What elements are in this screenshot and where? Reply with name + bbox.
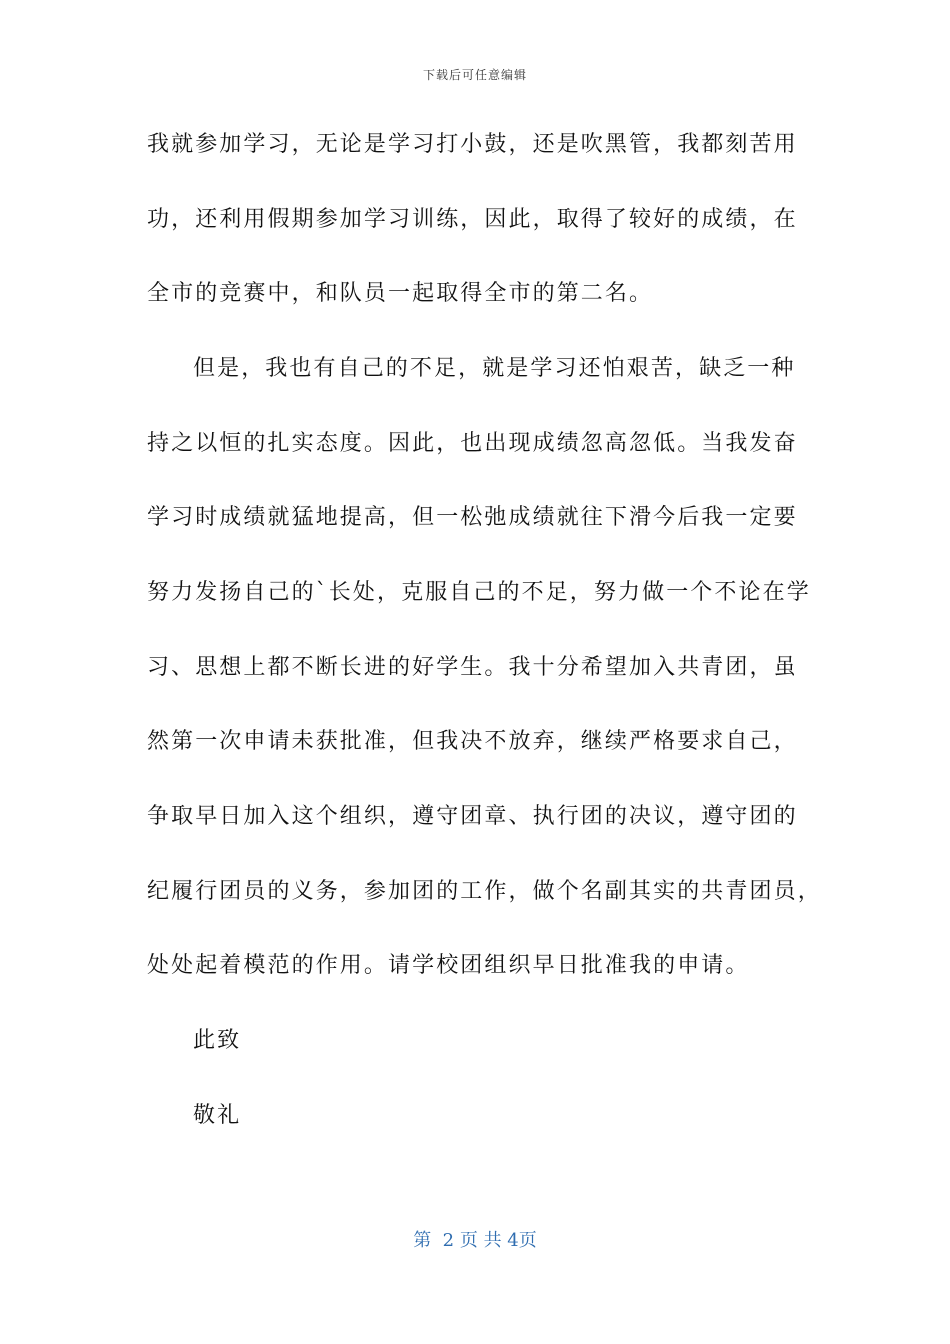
paragraph-line: 纪履行团员的义务，参加团的工作，做个名副其实的共青团员， [147, 879, 822, 904]
page-header: 下载后可任意编辑 [422, 68, 527, 82]
paragraph-line: 学习时成绩就猛地提高，但一松弛成绩就往下滑今后我一定要 [147, 505, 798, 530]
paragraph-line: 努力发扬自己的`长处，克服自己的不足，努力做一个不论在学 [147, 580, 811, 605]
paragraph-line: 争取早日加入这个组织，遵守团章、执行团的决议，遵守团的 [147, 804, 798, 829]
paragraph-line: 然第一次申请未获批准，但我决不放弃，继续严格要求自己， [147, 729, 798, 754]
paragraph-line: 功，还利用假期参加学习训练，因此，取得了较好的成绩，在 [147, 207, 798, 232]
paragraph-line: 持之以恒的扎实态度。因此，也出现成绩忽高忽低。当我发奋 [147, 431, 798, 456]
paragraph-line: 习、思想上都不断长进的好学生。我十分希望加入共青团，虽 [147, 655, 798, 680]
page-number-footer: 第 2 页 共 4页 [413, 1230, 537, 1251]
paragraph-line: 我就参加学习，无论是学习打小鼓，还是吹黑管，我都刻苦用 [147, 132, 798, 157]
paragraph-line: 全市的竞赛中，和队员一起取得全市的第二名。 [147, 281, 654, 306]
closing-salutation: 此致 [193, 1028, 242, 1053]
closing-regards: 敬礼 [193, 1103, 242, 1128]
paragraph-line: 处处起着模范的作用。请学校团组织早日批准我的申请。 [147, 953, 750, 978]
paragraph-line: 但是，我也有自己的不足，就是学习还怕艰苦，缺乏一种 [193, 356, 796, 381]
